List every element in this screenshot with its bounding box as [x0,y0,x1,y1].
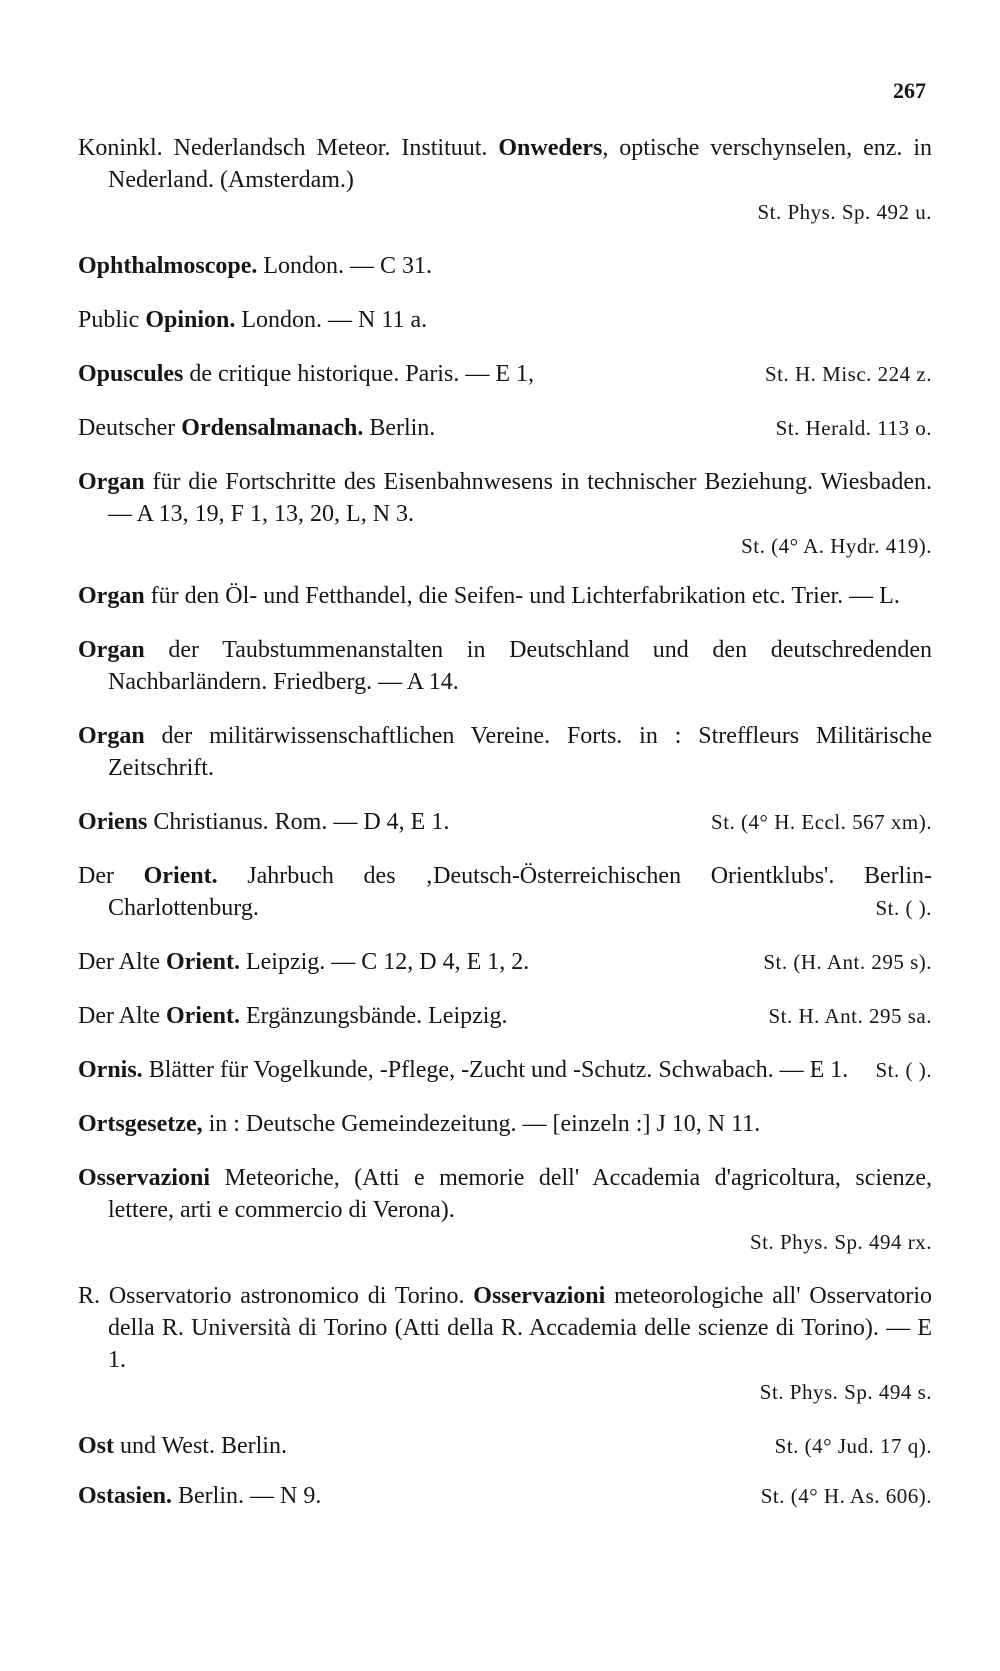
shelf-mark: St. Phys. Sp. 494 rx. [749,1230,932,1254]
index-entry [78,1162,932,1258]
index-entry [78,946,932,978]
entry-text: für den Öl- und Fetthandel, die Seifen- und Lichterfabrikation etc. Trier. — L. [144,583,900,609]
entry-text: Meteoriche, (Atti e memorie dell' Accademia d'agricoltura, scienze, lettere, arti e commercio di Verona). [108,1165,932,1223]
entry-keyword: Onweders [498,135,603,161]
entry-text: Blätter für Vogelkunde, -Pflege, -Zucht und -Schutz. Schwabach. — E 1. [142,1057,849,1083]
shelf-mark: St. ( ). [875,1058,932,1082]
entry-keyword: Oriens [78,809,148,835]
entry-text: , optische verschynselen, enz. in Nederland. (Amsterdam.) [108,135,932,193]
index-entry [78,358,932,390]
shelf-mark: St. (4° A. Hydr. 419). [741,534,932,558]
entry-keyword: Ornis. [78,1057,143,1083]
shelf-mark: St. (4° H. As. 606). [760,1484,932,1508]
entry-keyword: Ost [78,1433,114,1459]
entry-text: in : Deutsche Gemeindezeitung. — [einzeln :] J 10, N 11. [202,1111,761,1137]
entry-keyword: Organ [78,583,145,609]
shelf-mark: St. (4° Jud. 17 q). [774,1434,932,1458]
entry-prefix: Public [78,307,146,333]
entry-text: Berlin. [363,415,436,441]
index-entry [78,304,932,336]
entry-keyword: Ophthalmoscope. [78,253,258,279]
entry-text: der militärwissenschaftlichen Vereine. Forts. in : Streffleurs Militärische Zeitschrift. [108,723,932,781]
index-entry [78,580,932,612]
index-entries [78,132,932,1512]
shelf-mark: St. Phys. Sp. 492 u. [757,200,932,224]
entry-text: Christianus. Rom. — D 4, E 1. [147,809,450,835]
entry-prefix: Der [78,863,144,889]
entry-text: de critique historique. Paris. — E 1, [183,361,534,387]
entry-keyword: Opuscules [78,361,184,387]
entry-keyword: Orient. [165,1003,240,1029]
entry-text: Jahrbuch des ‚Deutsch-Österreichischen Orientklubs'. Berlin-Charlottenburg. [108,863,932,921]
entry-prefix: Der Alte [78,949,166,975]
entry-keyword: Opinion. [145,307,236,333]
shelf-mark: St. (4° H. Eccl. 567 xm). [711,810,932,834]
shelf-mark: St. H. Misc. 224 z. [765,362,932,386]
index-entry [78,860,932,924]
entry-text: für die Fortschritte des Eisenbahnwesens in technischer Beziehung. Wiesbaden. — A 13, 19, F 1, 13, 20, L, N 3. [108,469,932,527]
shelf-mark: St. Phys. Sp. 494 s. [759,1380,932,1404]
shelf-mark: St. H. Ant. 295 sa. [768,1004,932,1028]
entry-text: London. — N 11 a. [235,307,428,333]
entry-text: Berlin. — N 9. [172,1483,322,1509]
entry-keyword: Ortsgesetze, [78,1111,203,1137]
index-entry [78,1280,932,1408]
index-entry [78,466,932,562]
entry-keyword: Osservazioni [473,1283,606,1309]
index-entry [78,412,932,444]
entry-text: und West. Berlin. [114,1433,287,1459]
entry-prefix: Der Alte [78,1003,166,1029]
index-entry [78,1480,932,1512]
index-entry [78,250,932,282]
entry-keyword: Organ [78,637,145,663]
entry-prefix: Koninkl. Nederlandsch Meteor. Instituut. [78,135,499,161]
entry-prefix: Deutscher [78,415,182,441]
entry-text: Leipzig. — C 12, D 4, E 1, 2. [239,949,530,975]
shelf-mark: St. (H. Ant. 295 s). [763,950,932,974]
entry-keyword: Organ [78,723,145,749]
entry-text: der Taubstummenanstalten in Deutschland und den deutschredenden Nachbarländern. Friedberg. — A 14. [108,637,932,695]
index-entry [78,806,932,838]
shelf-mark: St. ( ). [875,896,932,920]
entry-keyword: Osservazioni [78,1165,210,1191]
entry-keyword: Organ [78,469,145,495]
shelf-mark: St. Herald. 113 o. [775,416,932,440]
entry-keyword: Ordensalmanach. [181,415,364,441]
index-entry [78,132,932,228]
index-entry [78,1430,932,1462]
entry-keyword: Ostasien. [78,1483,173,1509]
entry-prefix: R. Osservatorio astronomico di Torino. [78,1283,474,1309]
entry-keyword: Orient. [165,949,240,975]
page-number: 267 [893,78,926,103]
entry-text: London. — C 31. [257,253,433,279]
index-entry [78,1108,932,1140]
entry-keyword: Orient. [143,863,218,889]
index-entry [78,634,932,698]
index-entry [78,1054,932,1086]
index-entry [78,720,932,784]
entry-text: Ergänzungsbände. Leipzig. [239,1003,508,1029]
entry-text: meteorologiche all' Osservatorio della R. Università di Torino (Atti della R. Accademia delle scienze di Torino). — E 1. [108,1283,932,1373]
index-entry [78,1000,932,1032]
